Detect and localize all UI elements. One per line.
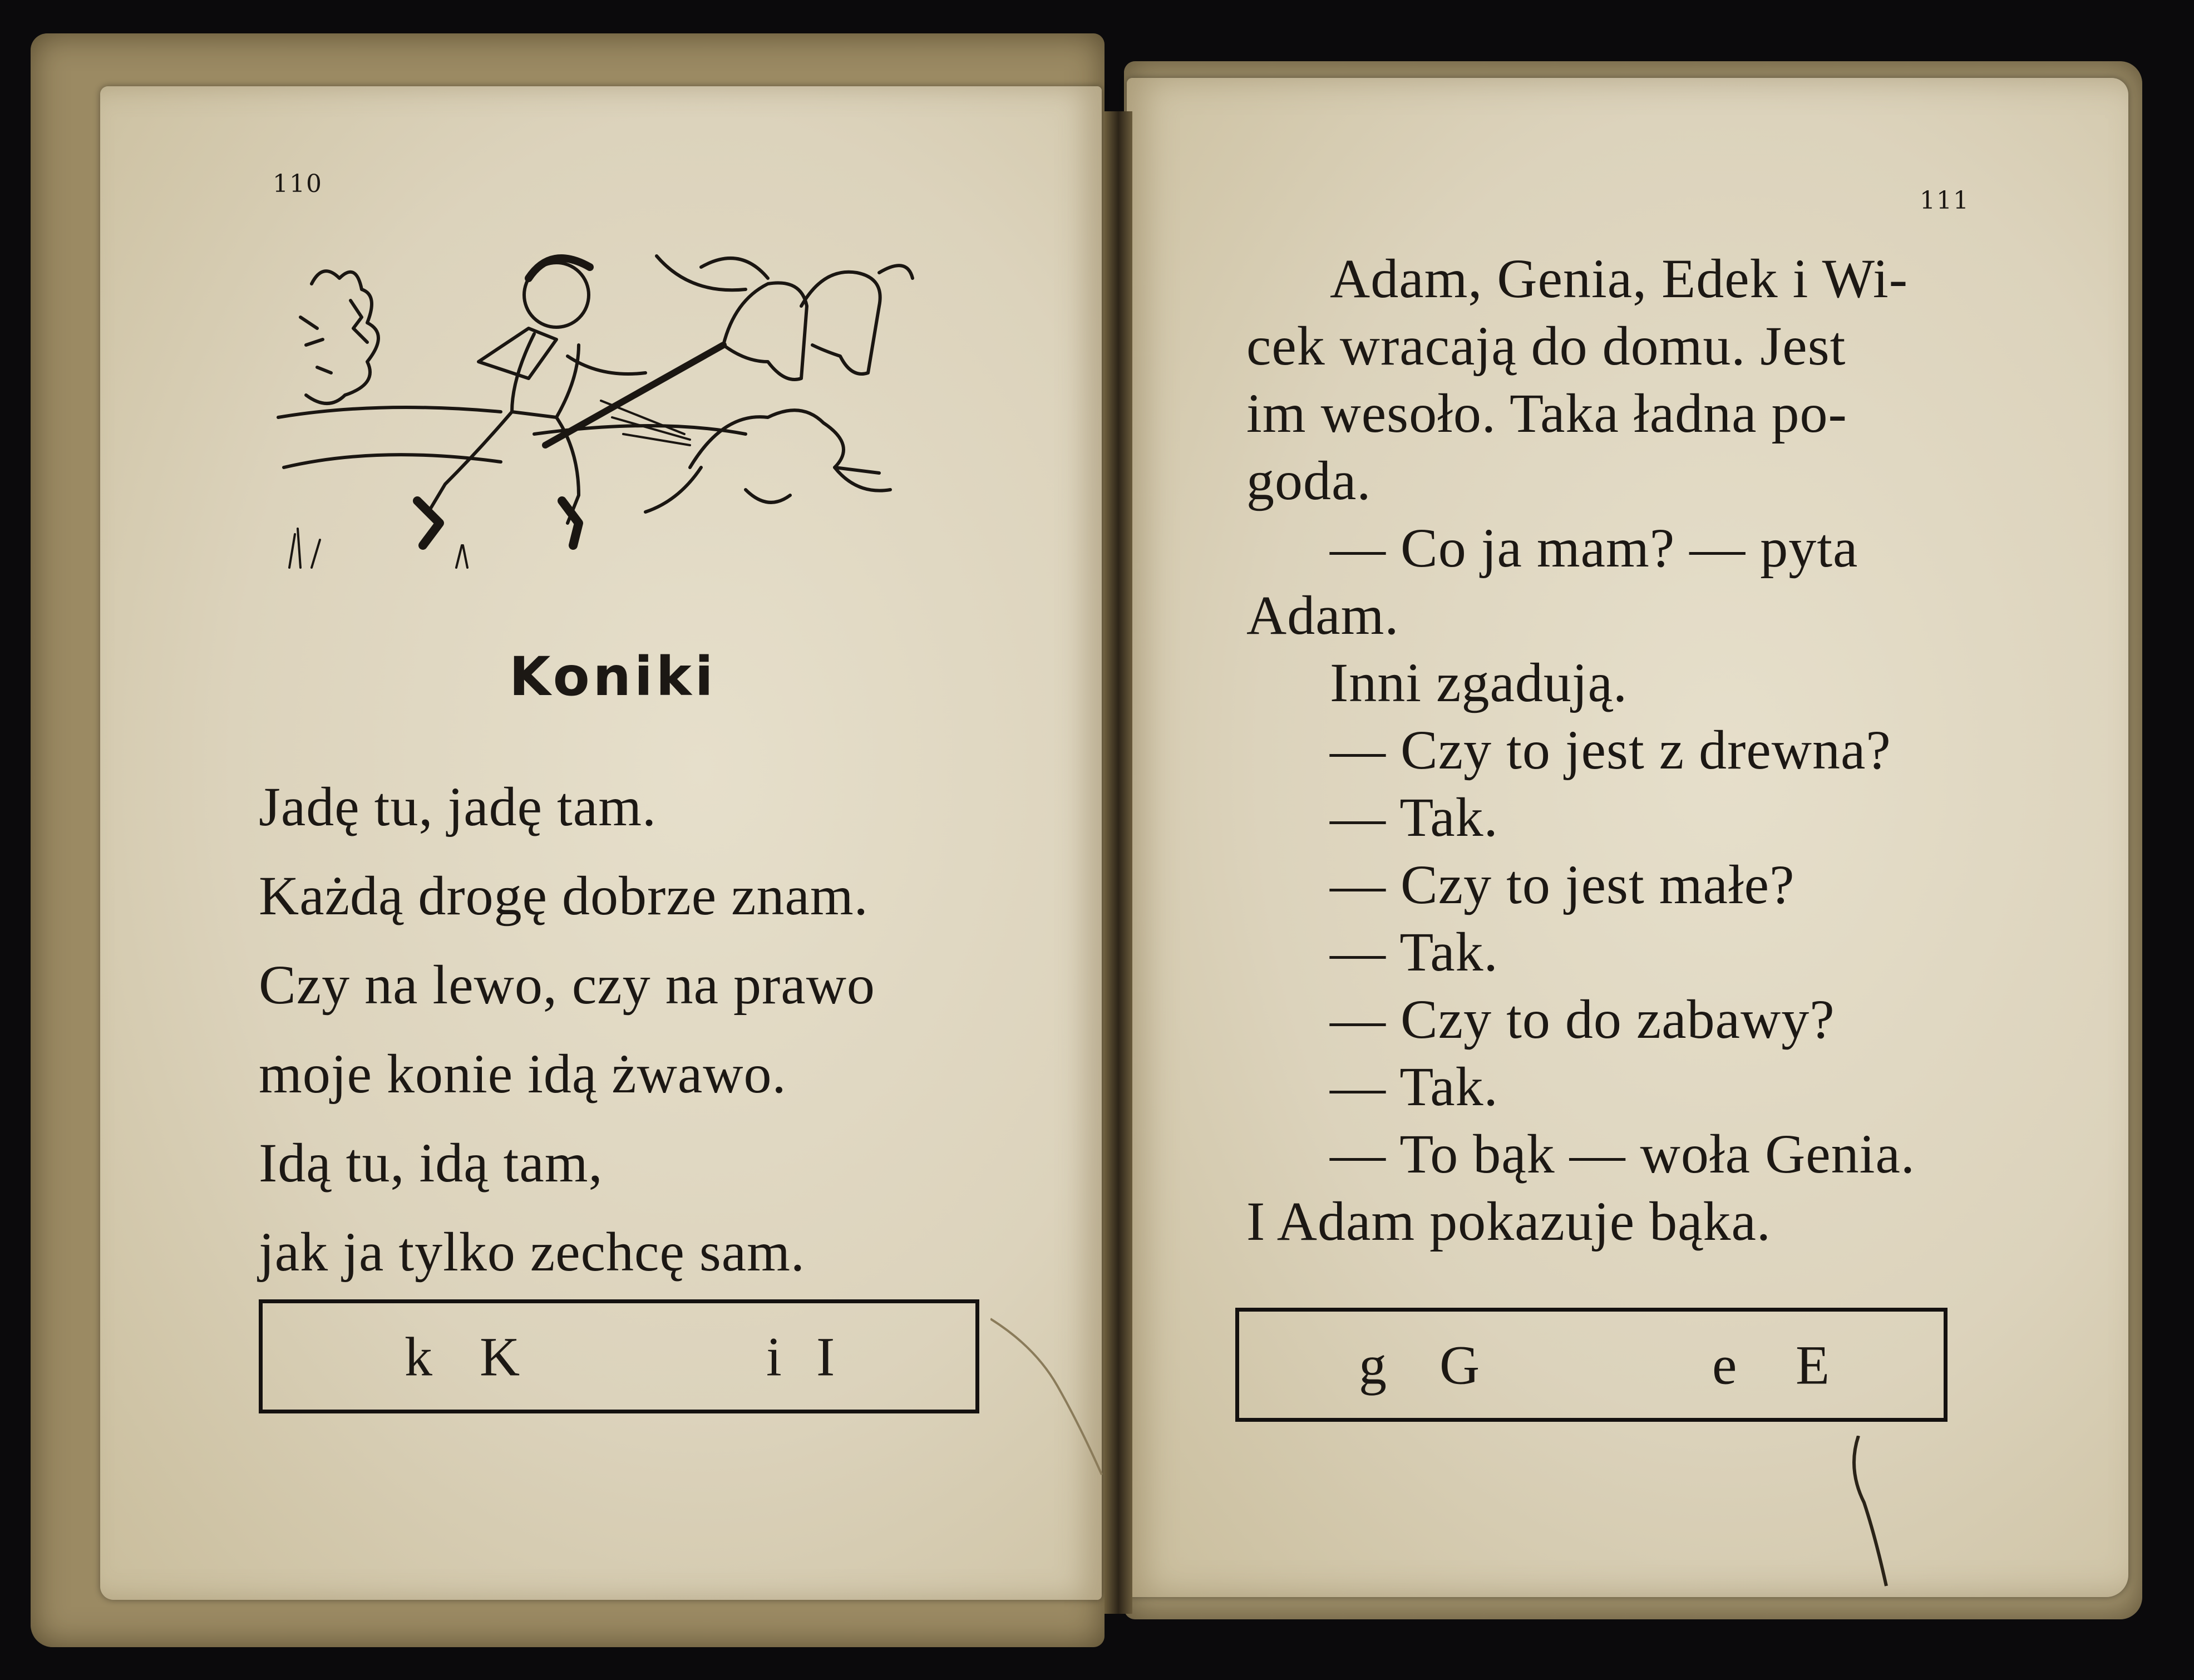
letter-lower-e: e bbox=[1712, 1334, 1737, 1396]
letter-upper-k: K bbox=[480, 1326, 520, 1387]
poem-line: Jadę tu, jadę tam. bbox=[259, 776, 657, 837]
poem-text bbox=[259, 762, 875, 1297]
page-number-right: 111 bbox=[1920, 186, 1970, 215]
letter-lower-i: i bbox=[766, 1326, 782, 1387]
story-line: — Czy to jest małe? bbox=[1330, 854, 1795, 915]
story-line: goda. bbox=[1246, 450, 1372, 511]
story-line: Inni zgadują. bbox=[1330, 652, 1628, 713]
letter-box-right bbox=[1235, 1308, 1948, 1422]
page-crease-mark bbox=[990, 1313, 1113, 1480]
story-line: im wesoło. Taka ładna po- bbox=[1246, 382, 1847, 444]
story-line: cek wracają do domu. Jest bbox=[1246, 315, 1846, 377]
story-line: — Czy to do zabawy? bbox=[1330, 988, 1835, 1050]
letter-upper-g: G bbox=[1439, 1334, 1480, 1396]
poem-line: Każdą drogę dobrze znam. bbox=[259, 865, 869, 927]
story-line: Adam. bbox=[1246, 584, 1399, 646]
story-line: — Czy to jest z drewna? bbox=[1330, 719, 1891, 781]
story-text bbox=[1246, 245, 1915, 1255]
letter-lower-k: k bbox=[405, 1326, 432, 1387]
story-line: I Adam pokazuje bąka. bbox=[1246, 1190, 1771, 1252]
page-number-left: 110 bbox=[273, 170, 323, 198]
story-line: — Tak. bbox=[1330, 1056, 1498, 1117]
letter-box-left bbox=[259, 1299, 979, 1413]
page-tear-mark bbox=[1836, 1436, 1903, 1592]
story-line: — To bąk — woła Genia. bbox=[1330, 1123, 1915, 1185]
hobby-horse-illustration bbox=[267, 234, 979, 590]
poem-line: jak ja tylko zechcę sam. bbox=[259, 1221, 805, 1283]
poem-line: Idą tu, idą tam, bbox=[259, 1132, 603, 1194]
poem-line: Czy na lewo, czy na prawo bbox=[259, 954, 875, 1016]
story-line: — Tak. bbox=[1330, 921, 1498, 983]
letter-upper-e: E bbox=[1796, 1334, 1830, 1396]
letter-upper-i: I bbox=[816, 1326, 835, 1387]
story-line: Adam, Genia, Edek i Wi- bbox=[1330, 248, 1909, 309]
poem-title: Koniki bbox=[509, 646, 717, 708]
poem-line: moje konie idą żwawo. bbox=[259, 1043, 787, 1105]
letter-lower-g: g bbox=[1359, 1334, 1387, 1396]
story-line: — Co ja mam? — pyta bbox=[1330, 517, 1858, 579]
story-line: — Tak. bbox=[1330, 786, 1498, 848]
